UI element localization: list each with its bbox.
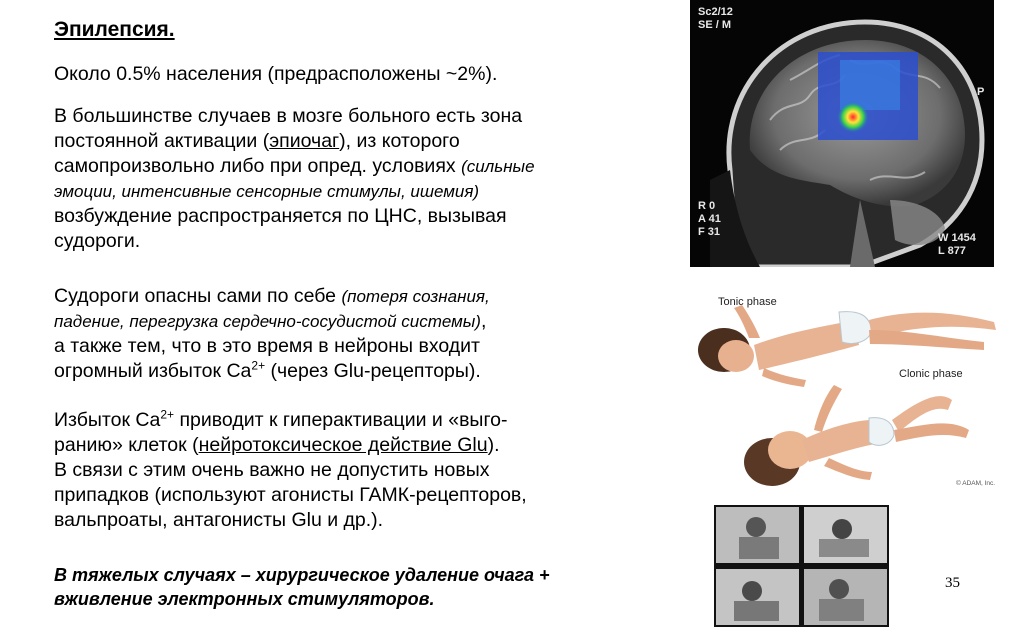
text-line: постоянной активации (эпиочаг), из которого bbox=[54, 130, 460, 152]
text-line: В большинстве случаев в мозге больного есть зона bbox=[54, 105, 523, 127]
paragraph-prevalence: Около 0.5% населения (предрасположены ~2%). bbox=[54, 63, 498, 85]
tonic-phase-label: Tonic phase bbox=[718, 296, 777, 308]
mri-brain-image bbox=[690, 0, 994, 267]
text-line: эмоции, интенсивные сенсорные стимулы, ишемия) bbox=[54, 182, 480, 201]
page-number: 35 bbox=[945, 575, 960, 591]
clonic-phase-label: Clonic phase bbox=[899, 368, 963, 380]
seizure-phases-graphic bbox=[694, 290, 1012, 495]
text-line: Судороги опасны сами по себе (потеря сознания, bbox=[54, 285, 490, 307]
neurotoxic-term: нейротоксическое действие Glu bbox=[198, 434, 488, 456]
seizure-phases-illustration bbox=[694, 290, 1012, 495]
patient-photos-grid bbox=[714, 505, 889, 627]
mri-label: SE / M bbox=[698, 19, 732, 31]
text-line: припадков (используют агонисты ГАМК-рецепторов, bbox=[54, 484, 527, 506]
copyright-label: © ADAM, Inc. bbox=[956, 480, 996, 487]
mri-label: L 877 bbox=[938, 245, 966, 257]
text-line: В тяжелых случаях – хирургическое удаление очага + bbox=[54, 565, 550, 585]
mri-label: F 31 bbox=[698, 226, 721, 238]
text-line: ранию» клеток (нейротоксическое действие Glu). bbox=[54, 434, 500, 456]
paragraph-seizure-danger bbox=[54, 284, 490, 384]
mri-label: W 1454 bbox=[938, 232, 976, 244]
mri-label: A 41 bbox=[698, 213, 721, 225]
paragraph-calcium-excess bbox=[54, 408, 527, 533]
mri-label: Sc2/12 bbox=[698, 6, 733, 18]
text-line: а также тем, что в это время в нейроны входит bbox=[54, 335, 480, 357]
text-line: вживление электронных стимуляторов. bbox=[54, 589, 435, 609]
text-line: самопроизвольно либо при опред. условиях (сильные bbox=[54, 155, 535, 177]
text-line: Избыток $Ca^{2+}$ приводит к гиперактивации и «выго- bbox=[54, 407, 508, 431]
text-line: огромный избыток $Ca^{2+}$ (через Glu-рецепторы). bbox=[54, 358, 481, 382]
epifocus-term: эпиочаг bbox=[269, 130, 340, 152]
text-line: падение, перегрузка сердечно-сосудистой системы), bbox=[54, 310, 487, 332]
paragraph-surgery bbox=[54, 563, 550, 611]
slide-title: Эпилепсия. bbox=[54, 18, 175, 41]
clonic-figure bbox=[744, 385, 969, 486]
mri-scan-graphic bbox=[690, 0, 994, 267]
text-line: судороги. bbox=[54, 230, 141, 252]
text-line: возбуждение распространяется по ЦНС, вызывая bbox=[54, 205, 507, 227]
photo-grid-graphic bbox=[714, 505, 889, 627]
mri-label: P bbox=[977, 86, 985, 98]
paragraph-epifocus bbox=[54, 104, 535, 254]
text-line: вальпроаты, антагонисты Glu и др.). bbox=[54, 509, 384, 531]
mri-label: R 0 bbox=[698, 200, 716, 212]
text-line: В связи с этим очень важно не допустить новых bbox=[54, 459, 490, 481]
